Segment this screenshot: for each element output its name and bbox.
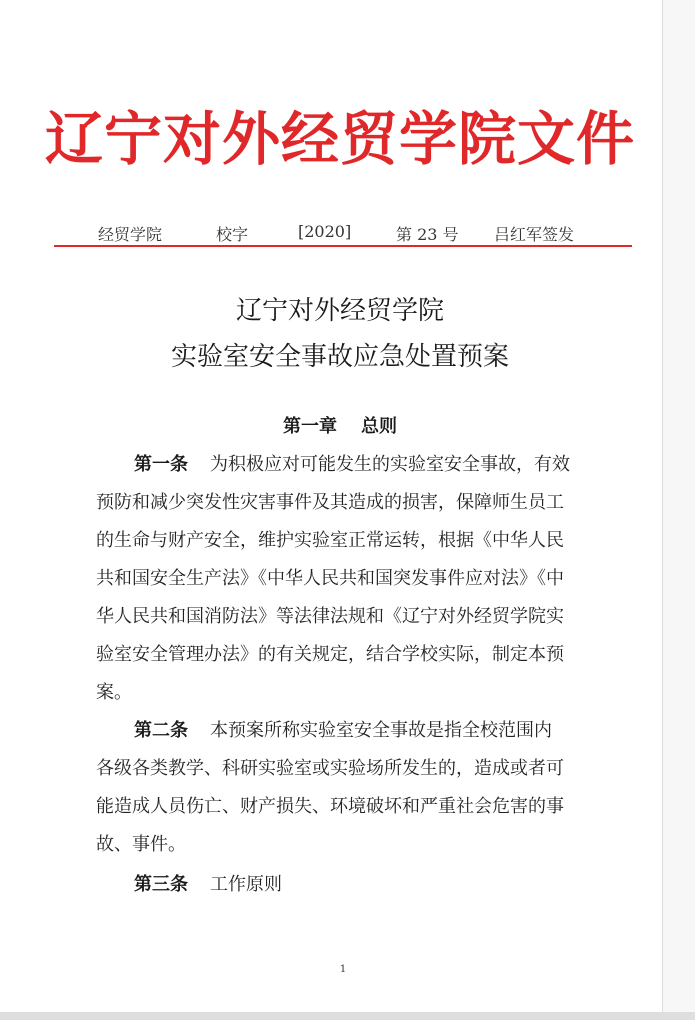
document-number-line	[98, 222, 598, 244]
doc-type: 校字	[216, 225, 249, 244]
chapter-heading	[0, 412, 680, 438]
article1-label: 第一条	[134, 454, 188, 475]
chapter-number: 第一章	[283, 416, 337, 437]
article1-line: 华人民共和国消防法》等法律法规和《辽宁对外经贸学院实	[96, 606, 564, 627]
viewer-right-margin	[662, 0, 695, 1012]
doc-org-abbr: 经贸学院	[98, 225, 163, 244]
document-header-title: 辽宁对外经贸学院文件	[44, 105, 635, 173]
doc-signer: 吕红军签发	[494, 225, 575, 244]
article1-line	[134, 450, 570, 476]
red-header-rule	[54, 245, 632, 247]
article3-label: 第三条	[134, 874, 188, 895]
article2-text: 本预案所称实验室安全事故是指全校范围内	[210, 720, 552, 741]
article1-line: 验室安全管理办法》的有关规定，结合学校实际，制定本预	[96, 644, 564, 665]
article1-text: 为积极应对可能发生的实验室安全事故，有效	[210, 454, 570, 475]
article2-line	[134, 716, 552, 742]
doc-number: 第 23 号	[396, 225, 459, 244]
article3-text: 工作原则	[210, 874, 282, 895]
article2-line: 故、事件。	[96, 834, 186, 855]
article1-line: 共和国安全生产法》《中华人民共和国突发事件应对法》《中	[96, 568, 564, 589]
document-title-line1: 辽宁对外经贸学院	[235, 296, 444, 326]
doc-year: [2020]	[298, 222, 352, 241]
article2-line: 各级各类教学、科研实验室或实验场所发生的，造成或者可	[96, 758, 564, 779]
article1-line: 的生命与财产安全，维护实验室正常运转，根据《中华人民	[96, 530, 564, 551]
article2-label: 第二条	[134, 720, 188, 741]
article2-line: 能造成人员伤亡、财产损失、环境破坏和严重社会危害的事	[96, 796, 564, 817]
article3-line	[134, 870, 282, 896]
viewer-bottom-margin	[0, 1012, 695, 1020]
article1-line: 案。	[96, 682, 132, 703]
page-number: 1	[339, 964, 347, 975]
chapter-name: 总则	[361, 416, 397, 437]
article1-line: 预防和减少突发性灾害事件及其造成的损害，保障师生员工	[96, 492, 564, 513]
document-title-line2: 实验室安全事故应急处置预案	[170, 342, 509, 372]
